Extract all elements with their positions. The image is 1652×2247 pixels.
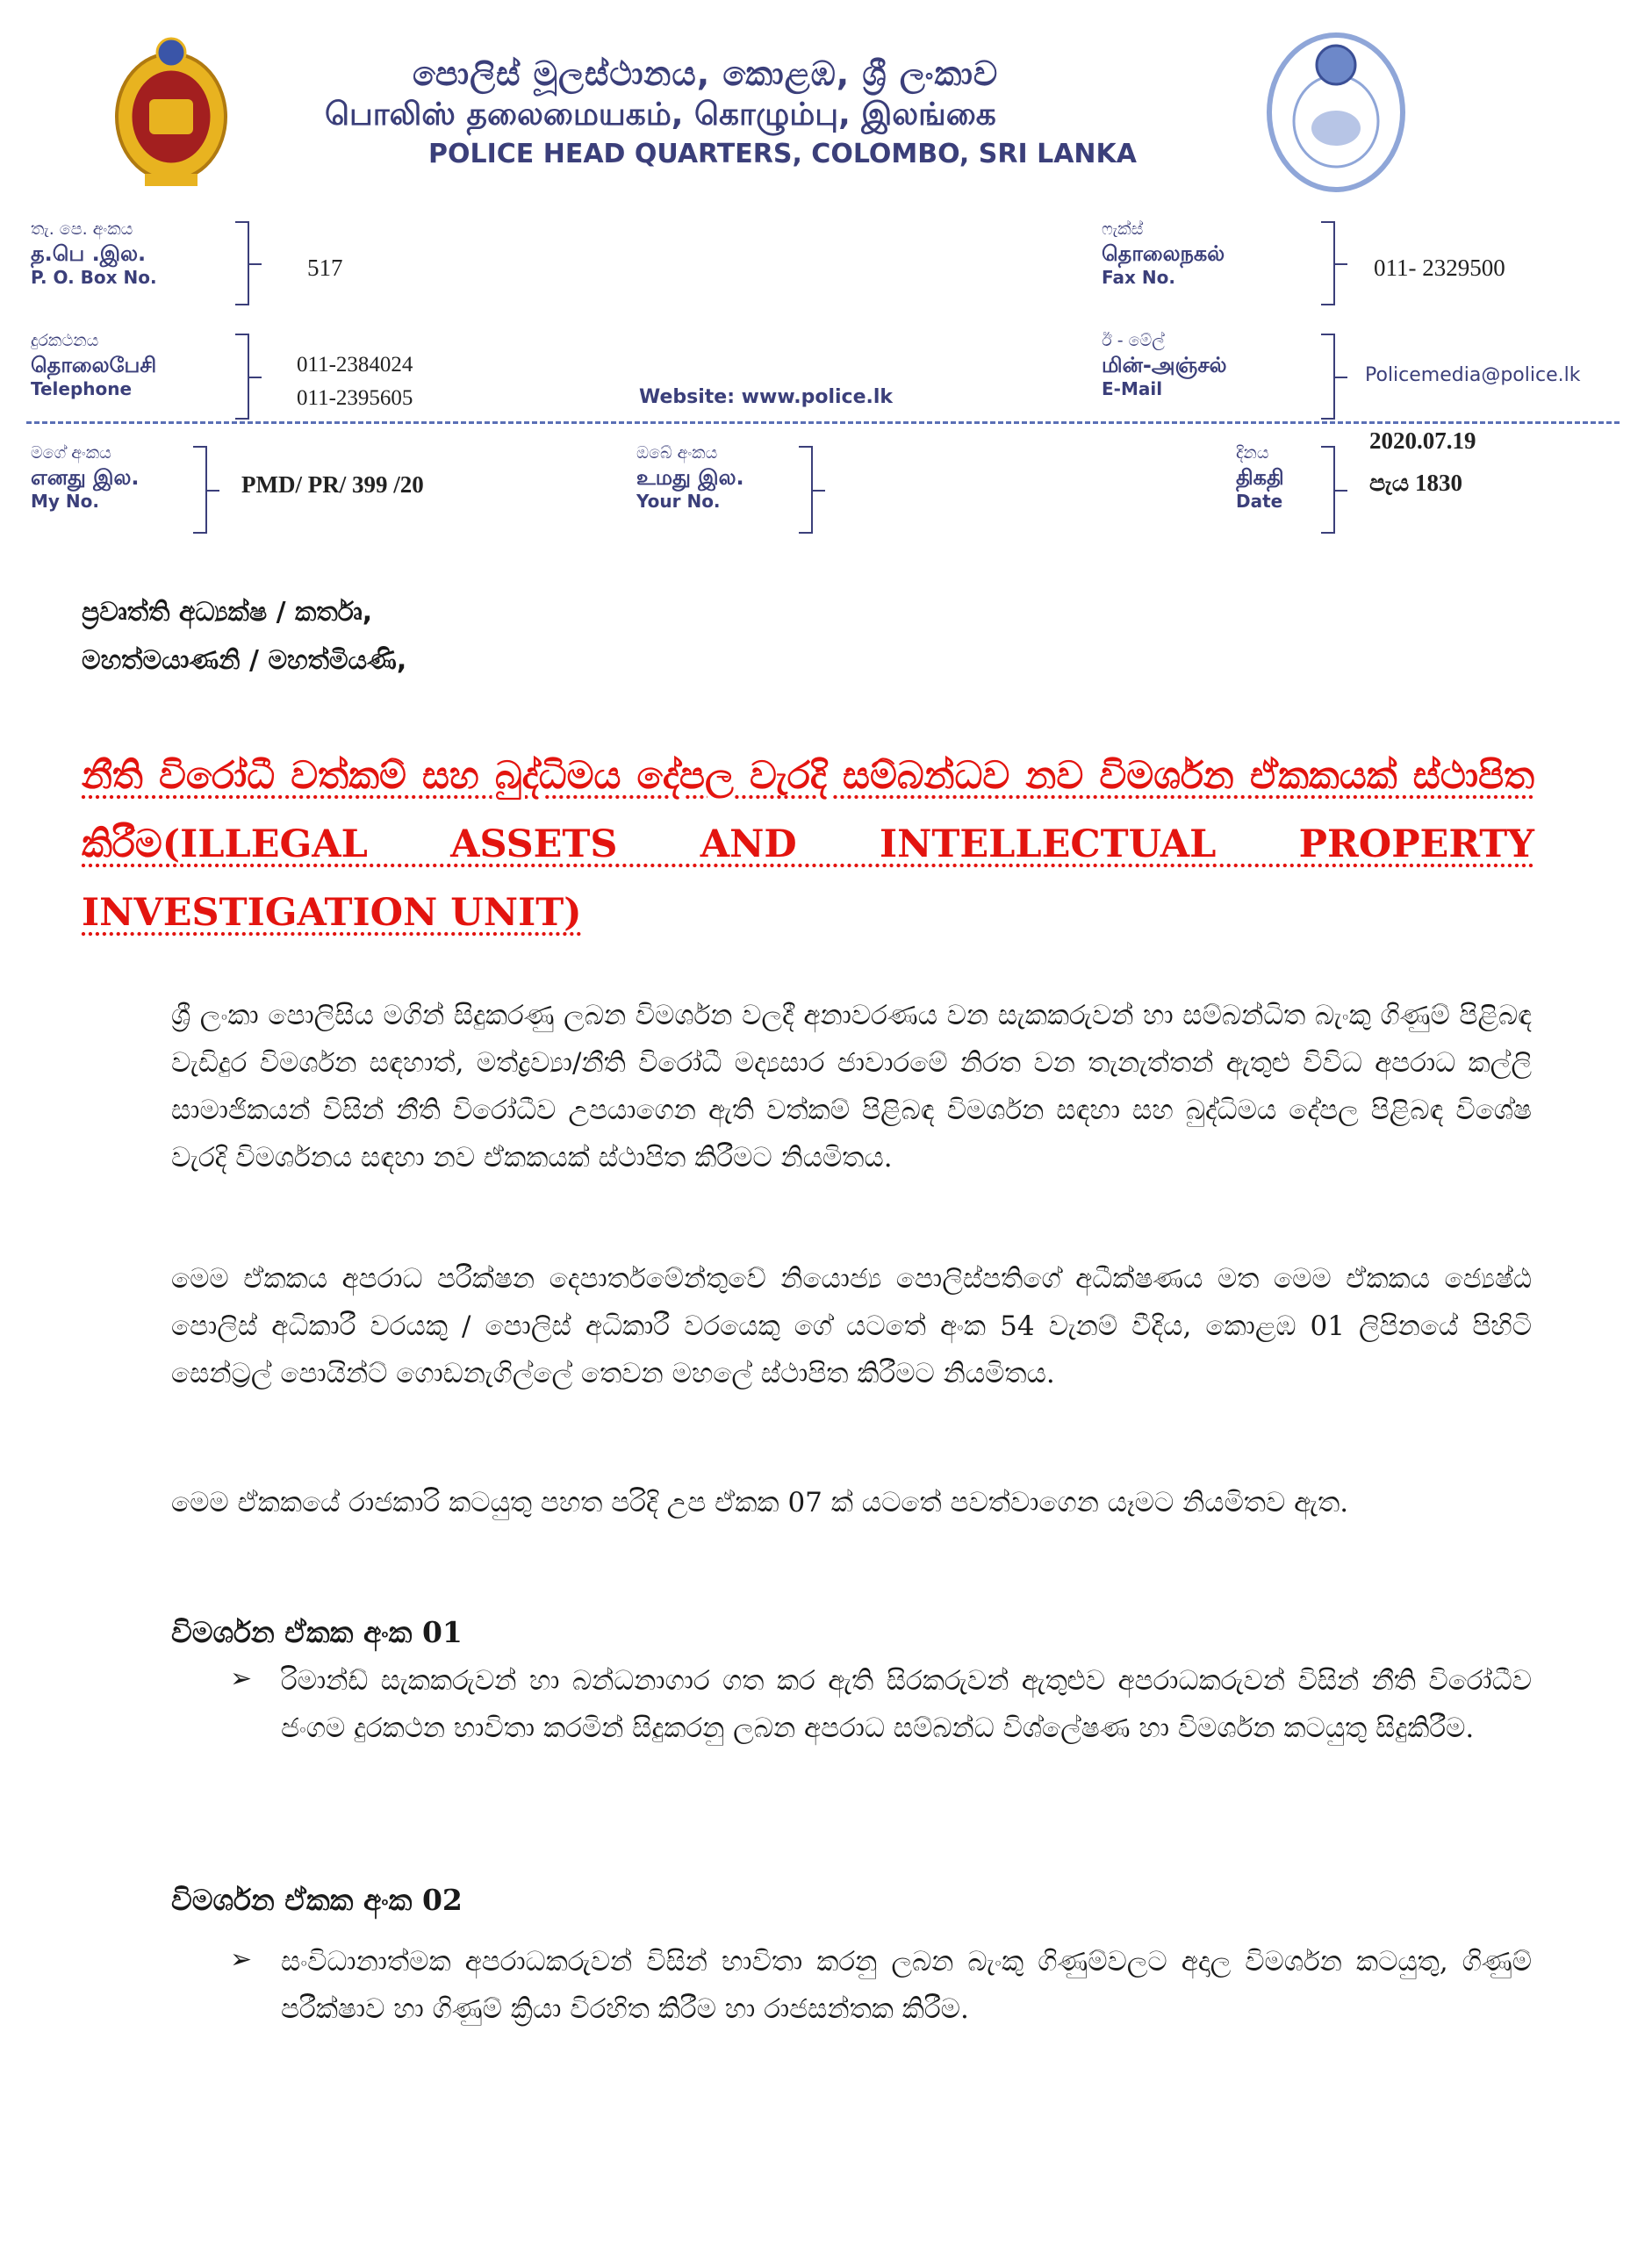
- pobox-label: [31, 219, 157, 289]
- header-title-sinhala: පොලිස් මූලස්ථානය, කොළඹ, ශ්‍රී ලංකාව: [413, 54, 999, 93]
- unit-01-bullet-icon: ➢: [230, 1663, 253, 1694]
- unit-02-bullet-icon: ➢: [230, 1944, 253, 1975]
- police-emblem-logo: [1264, 25, 1409, 196]
- unit-heading-01: විමර්ශන ඒකක අංක 01: [171, 1615, 463, 1649]
- paragraph-1: ශ්‍රී ලංකා පොලිසිය මගින් සිදුකරණු ලබන විමර්ශන වලදී අනාවරණය වන සැකකරුවන් හා සම්බන්ධිත බැංකු ගිණුම් පිළිබඳ වැඩිදුර විමර්ශන සඳහාත්, මත්ද්‍රව්‍යා/නීති විරෝධී මද්‍යසාර ජාවාරමේ නිරත වන තැනැත්තන් ඇතුළු විවිධ අපරාධ කල්ලි සාමාජිකයන් විසින් නීති විරෝධීව උපයාගෙන ඇති වත්කම් පිළිබඳ විමර්ශන සඳහා සහ බුද්ධිමය දේපල පිළිබඳ විශේෂ වැරදි විමර්ශනය සඳහා නව ඒකකයක් ස්ථාපිත කිරීමට නියමිතය.: [171, 1000, 1532, 1174]
- your-no-label: [636, 443, 744, 513]
- telephone-label-en: Telephone: [31, 377, 133, 399]
- letterhead-divider: [26, 421, 1620, 424]
- telephone-label-ta: தொலைபேசி: [31, 352, 157, 377]
- unit-02-text: සංවිධානාත්මක අපරාධකරුවන් විසින් භාවිතා කරනු ලබන බැංකු ගිණුම්වලට අදාල විමර්ශන කටයුතු, ගිණුම් පරීක්ෂාව හා ගිණුම් ක්‍රියා විරහිත කිරීම හා රාජසන්තක කිරීම.: [281, 1946, 1532, 2025]
- fax-value: 011- 2329500: [1374, 255, 1505, 281]
- document-title: නීති විරෝධී වත්කම් සහ බුද්ධිමය දේපල වැරදි සම්බන්ධව නව විමර්ශන ඒකකයක් ස්ථාපිත කිරීම(ILLEGAL ASSETS AND INTELLECTUAL PROPERTY INVESTIGATION UNIT): [82, 754, 1534, 935]
- header-title-tamil: பொலிஸ் தலைமையகம், கொழும்பு, இலங்கை: [325, 97, 996, 133]
- telephone-bracket: [235, 334, 249, 420]
- salutation-line-1: ප්‍රවෘත්ති අධ්‍යක්ෂ / කර්තෘ,: [82, 597, 373, 628]
- paragraph-2: මෙම ඒකකය අපරාධ පරීක්ෂන දෙපාර්තමේන්තුවේ නියොජ්‍ය පොලිස්පතිගේ අධීක්ෂණය මත මෙම ඒකකය ජ්‍යෙෂ්ඨ පොලිස් අධිකාරී වරයකු / පොලිස් අධිකාරී වරයෙකු ගේ යටතේ අංක 54 වැනම් වීදිය, කොළඹ 01 ලිපිනයේ පිහිටි සෙන්ට්‍රල් පොයින්ට් ගොඩනැගිල්ලේ තෙවන මහලේ ස්ථාපිත කිරීමට නියමිතය.: [171, 1263, 1532, 1389]
- salutation-line-2: මහත්මයාණනි / මහත්මියණි,: [82, 645, 407, 676]
- fax-bracket: [1321, 221, 1335, 305]
- date-label: [1236, 443, 1284, 513]
- paragraph-3: මෙම ඒකකයේ රාජකාරි කටයුතු පහත පරිදි උප ඒකක 07 ක් යටතේ පවත්වාගෙන යෑමට නියමිතව ඇත.: [171, 1487, 1349, 1518]
- my-no-label-ta: எனது இல.: [31, 464, 140, 490]
- date-label-si: දිනය: [1236, 443, 1269, 463]
- header-title-english: POLICE HEAD QUARTERS, COLOMBO, SRI LANKA: [428, 139, 1137, 169]
- email-label-en: E-Mail: [1102, 377, 1163, 399]
- my-no-bracket: [193, 446, 207, 534]
- fax-label-ta: தொலைநகல்: [1102, 240, 1225, 266]
- your-no-label-si: ඔබේ අංකය: [636, 443, 718, 463]
- telephone-label: [31, 331, 156, 400]
- fax-label-en: Fax No.: [1102, 266, 1175, 288]
- pobox-label-en: P. O. Box No.: [31, 266, 157, 288]
- email-label-ta: மின்-அஞ்சல்: [1102, 352, 1227, 377]
- date-value: 2020.07.19: [1369, 427, 1476, 454]
- date-label-en: Date: [1236, 490, 1283, 512]
- your-no-bracket: [799, 446, 813, 534]
- my-no-label-en: My No.: [31, 490, 99, 512]
- fax-label: [1102, 219, 1225, 289]
- sri-lanka-emblem-logo: [105, 33, 237, 191]
- email-label: [1102, 331, 1227, 400]
- telephone-value-1: 011-2384024: [297, 353, 413, 377]
- date-label-ta: திகதி: [1236, 464, 1284, 490]
- pobox-value: 517: [307, 255, 343, 281]
- pobox-label-ta: த.பெ .இல.: [31, 240, 147, 266]
- website-text: Website: www.police.lk: [639, 386, 894, 408]
- telephone-label-si: දුරකථනය: [31, 331, 99, 350]
- my-no-label-si: මගේ අංකය: [31, 443, 111, 463]
- pobox-label-si: තැ. පෙ. අංකය: [31, 219, 133, 239]
- email-label-si: ඊ - මේල්: [1102, 331, 1165, 350]
- fax-label-si: ෆැක්ස්: [1102, 219, 1144, 239]
- pobox-bracket: [235, 221, 249, 305]
- my-no-value: PMD/ PR/ 399 /20: [241, 471, 424, 498]
- email-value: Policemedia@police.lk: [1365, 364, 1581, 386]
- your-no-label-ta: உமது இல.: [636, 464, 744, 490]
- telephone-value-2: 011-2395605: [297, 386, 413, 410]
- date-bracket: [1321, 446, 1335, 534]
- your-no-label-en: Your No.: [636, 490, 721, 512]
- email-bracket: [1321, 334, 1335, 420]
- my-no-label: [31, 443, 140, 513]
- unit-heading-02: විමර්ශන ඒකක අංක 02: [171, 1883, 463, 1917]
- unit-01-text: රිමාන්ඩ් සැකකරුවන් හා බන්ධනාගාර ගත කර ඇති සිරකරුවන් ඇතුළුව අපරාධකරුවන් විසින් නීති විරෝධීව ජංගම දුරකථන භාවිතා කරමින් සිදුකරනු ලබන අපරාධ සම්බන්ධ විශ්ලේෂණ හා විමර්ශන කටයුතු සිදුකිරීම.: [281, 1665, 1532, 1744]
- date-time: පැය 1830: [1369, 470, 1462, 496]
